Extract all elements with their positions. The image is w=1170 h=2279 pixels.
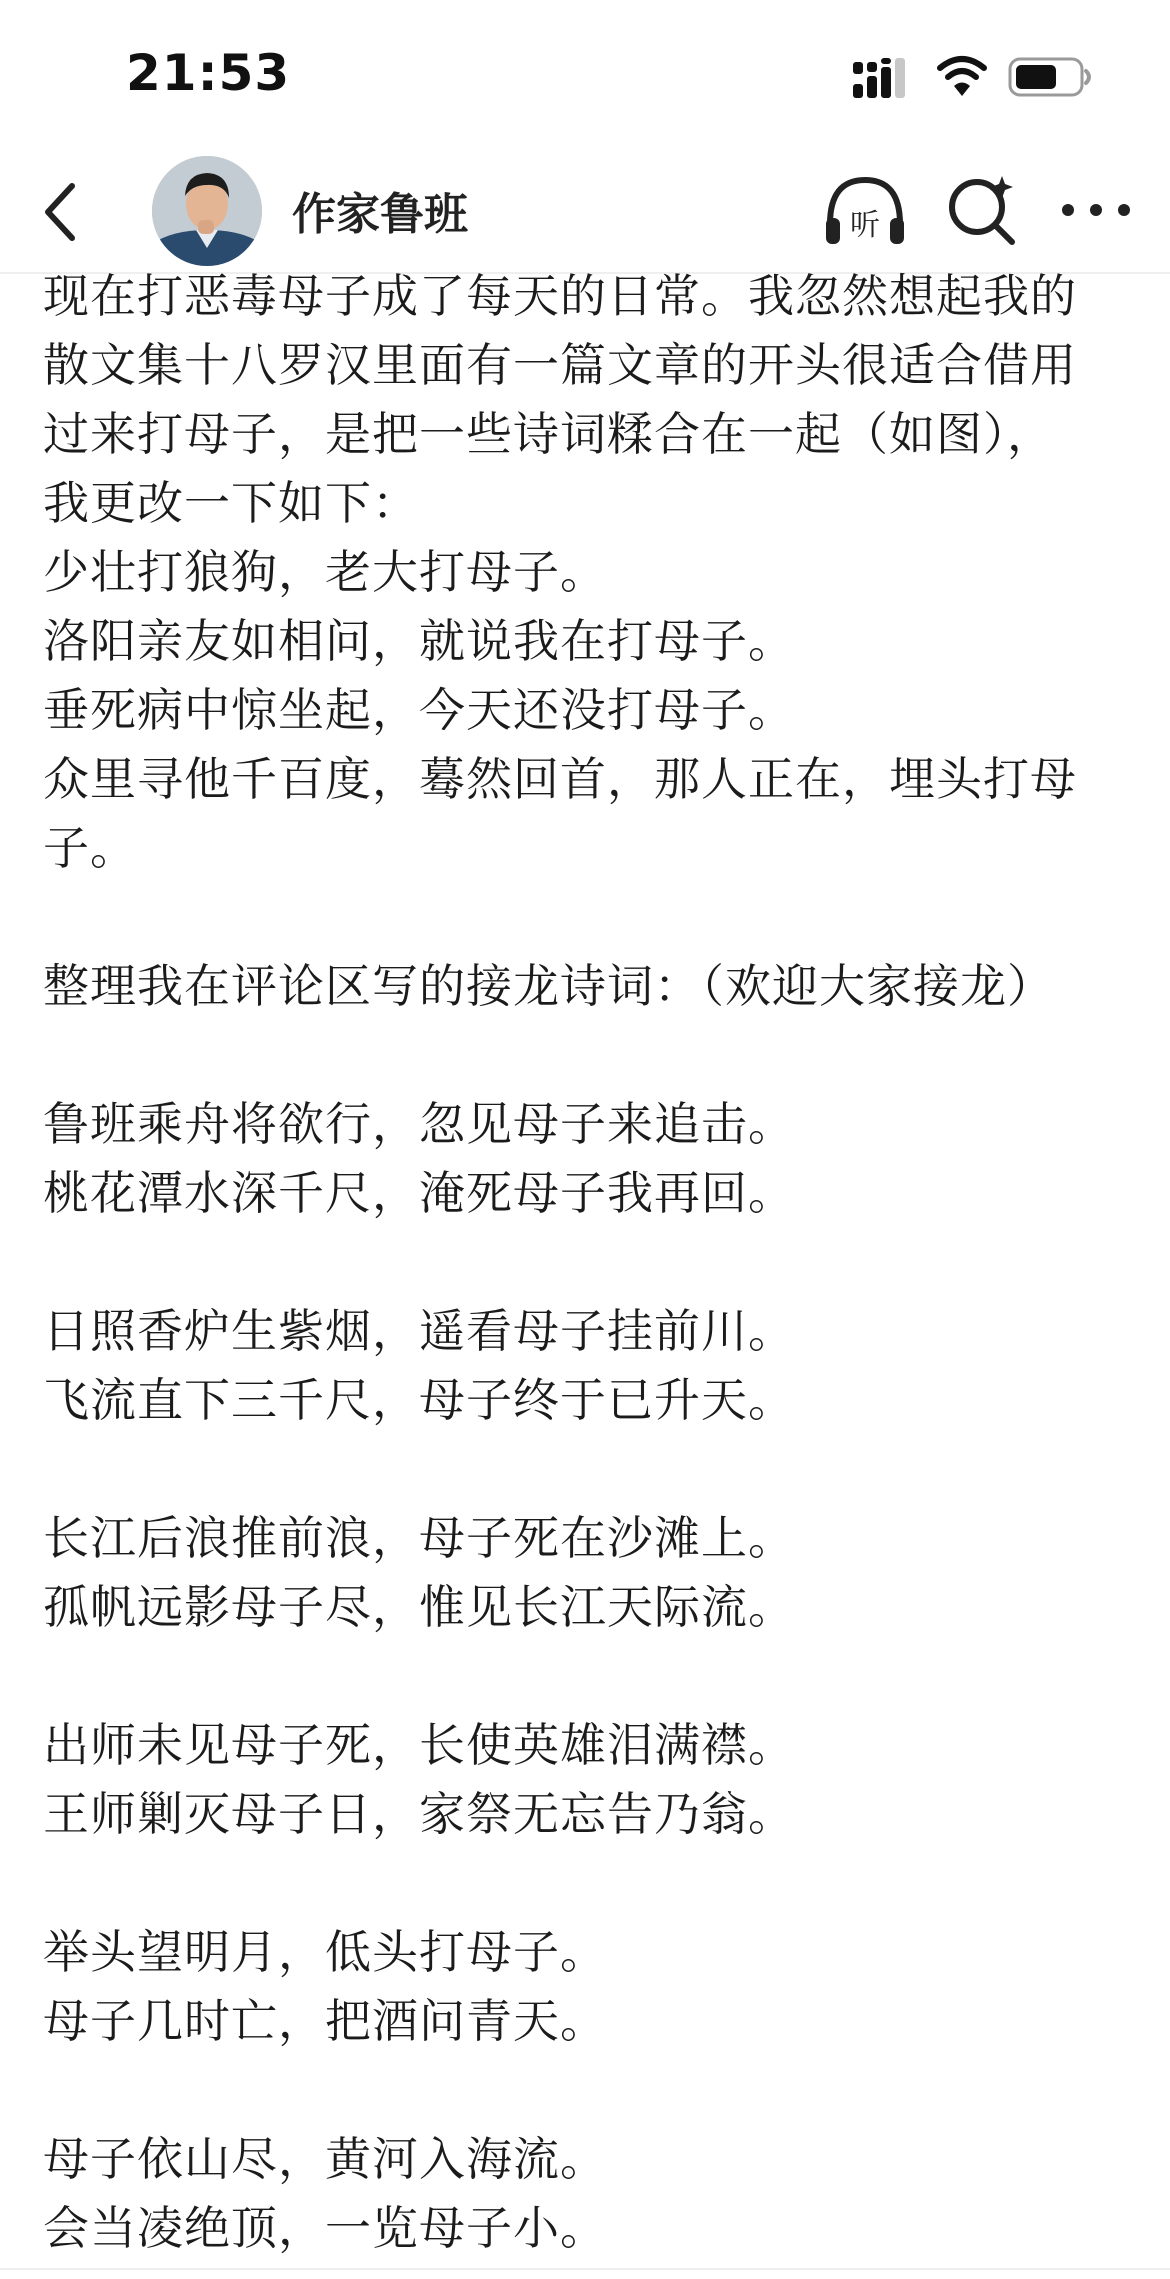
article-line: 母子依山尽，黄河入海流。 xyxy=(43,2132,607,2186)
article-line: 我更改一下如下： xyxy=(43,476,419,530)
author-avatar[interactable] xyxy=(152,156,262,266)
article-line: 散文集十八罗汉里面有一篇文章的开头很适合借用 xyxy=(43,338,1077,392)
headphones-listen-icon[interactable] xyxy=(822,170,908,250)
paragraph-gap xyxy=(43,2056,1143,2125)
article-line: 子。 xyxy=(43,821,137,875)
article-line: 现在打恶毒母子成了每天的日常。我忽然想起我的 xyxy=(43,269,1077,323)
article-line: 众里寻他千百度，蓦然回首，那人正在，埋头打母 xyxy=(43,752,1077,806)
article-line: 孤帆远影母子尽，惟见长江天际流。 xyxy=(43,1580,795,1634)
paragraph-gap xyxy=(43,1228,1143,1297)
cellular-signal-icon xyxy=(853,56,915,98)
paragraph-gap xyxy=(43,883,1143,952)
article-line: 整理我在评论区写的接龙诗词：（欢迎大家接龙） xyxy=(43,959,1054,1013)
article-line: 飞流直下三千尺，母子终于已升天。 xyxy=(43,1373,795,1427)
avatar-portrait-image xyxy=(152,156,262,266)
article-line: 洛阳亲友如相问，就说我在打母子。 xyxy=(43,614,795,668)
article-line: 出师未见母子死，长使英雄泪满襟。 xyxy=(43,1718,795,1772)
paragraph-gap xyxy=(43,1435,1143,1504)
article-line: 鲁班乘舟将欲行，忽见母子来追击。 xyxy=(43,1097,795,1151)
status-bar xyxy=(0,0,1170,150)
article-body xyxy=(43,262,1143,2263)
search-sparkle-icon[interactable] xyxy=(944,172,1020,248)
article-line: 过来打母子，是把一些诗词糅合在一起（如图）， xyxy=(43,407,1054,461)
article-line: 少壮打狼狗，老大打母子。 xyxy=(43,545,607,599)
nav-bar xyxy=(0,150,1170,274)
paragraph-gap xyxy=(43,1849,1143,1918)
wifi-icon xyxy=(937,54,987,98)
article-line: 会当凌绝顶，一览母子小。 xyxy=(43,2201,607,2255)
back-chevron-icon[interactable] xyxy=(28,172,88,252)
article-line: 日照香炉生紫烟，遥看母子挂前川。 xyxy=(43,1304,795,1358)
article-line: 母子几时亡，把酒问青天。 xyxy=(43,1994,607,2048)
article-line: 王师剿灭母子日，家祭无忘告乃翁。 xyxy=(43,1787,795,1841)
paragraph-gap xyxy=(43,1021,1143,1090)
more-dots-icon[interactable] xyxy=(1058,188,1134,232)
article-line: 垂死病中惊坐起，今天还没打母子。 xyxy=(43,683,795,737)
battery-icon xyxy=(1008,56,1094,98)
article-line: 长江后浪推前浪，母子死在沙滩上。 xyxy=(43,1511,795,1565)
article-line: 桃花潭水深千尺，淹死母子我再回。 xyxy=(43,1166,795,1220)
author-name[interactable]: 作家鲁班 xyxy=(292,189,468,240)
paragraph-gap xyxy=(43,1642,1143,1711)
status-time: 21:53 xyxy=(126,44,291,102)
bottom-divider xyxy=(0,2268,1170,2270)
listen-glyph: 听 xyxy=(850,208,880,243)
article-line: 举头望明月，低头打母子。 xyxy=(43,1925,607,1979)
